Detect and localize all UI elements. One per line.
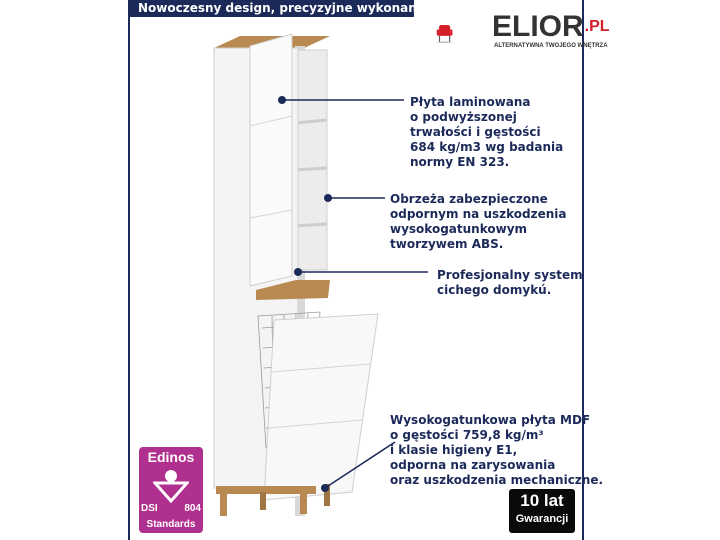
headline-banner: Nowoczesny design, precyzyjne wykonanie! [128,0,414,17]
warranty-badge: 10 lat Gwarancji [509,489,575,533]
callout-laminate: Płyta laminowana o podwyższonej trwałości i gęstości 684 kg/m3 wg badania normy EN 323. [410,95,564,169]
edinos-standards-badge: Edinos DSI 804 Standards [139,447,203,533]
callout-edges: Obrzeża zabezpieczone odpornym na uszkodzenia wysokogatunkowym tworzywem ABS. [390,192,567,251]
callout-soft-close: Profesjonalny system cichego domykú. [437,268,583,297]
edinos-emblem-icon [153,467,189,503]
callout-mdf: Wysokogatunkowa płyta MDF o gęstości 759,8 kg/m³ i klasie higieny E1, odporna na zarysowania oraz uszkodzenia mechaniczne. [390,413,604,487]
brand-logo-text: $ELIOR^{.PL}$ [492,10,610,43]
brand-tagline: ALTERNATYWNA TWOJEGO WNĘTRZA [494,43,608,49]
